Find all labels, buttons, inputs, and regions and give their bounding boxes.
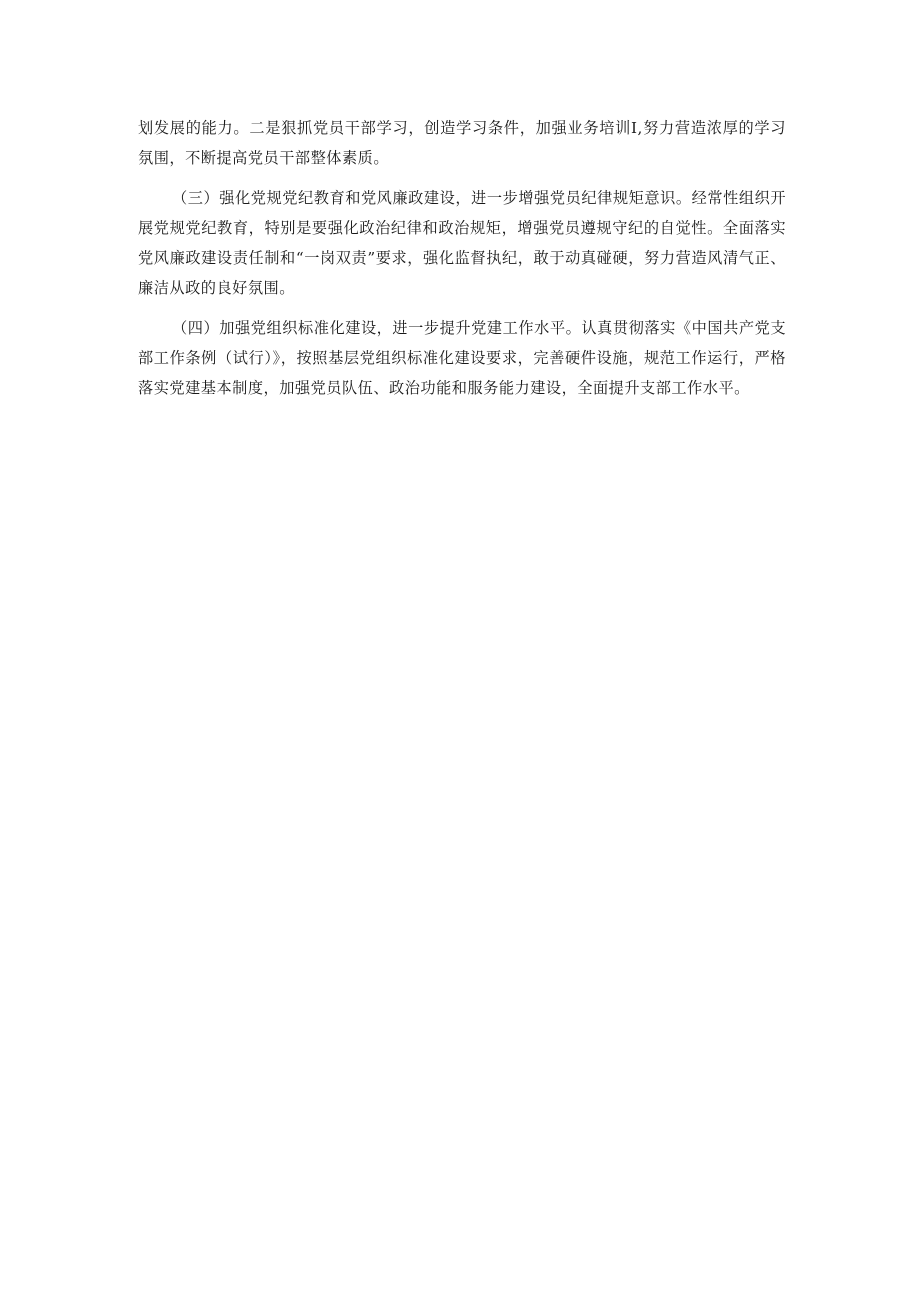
paragraph-section-four: （四）加强党组织标准化建设，进一步提升党建工作水平。认真贯彻落实《中国共产党支部工作条例（试行）》，按照基层党组织标准化建设要求，完善硬件设施，规范工作运行，严格落实党建基本制度，加强党员队伍、政治功能和服务能力建设，全面提升支部工作水平。 [138,319,786,397]
document-body [138,113,786,413]
paragraph-section-three: （三）强化党规党纪教育和党风廉政建设，进一步增强党员纪律规矩意识。经常性组织开展党规党纪教育，特别是要强化政治纪律和政治规矩，增强党员遵规守纪的自觉性。全面落实党风廉政建设责任制和“一岗双责”要求，强化监督执纪，敢于动真碰硬，努力营造风清气正、廉洁从政的良好氛围。 [138,189,786,297]
paragraph-continuation: 划发展的能力。二是狠抓党员干部学习，创造学习条件，加强业务培训I,努力营造浓厚的学习氛围，不断提高党员干部整体素质。 [138,119,786,167]
